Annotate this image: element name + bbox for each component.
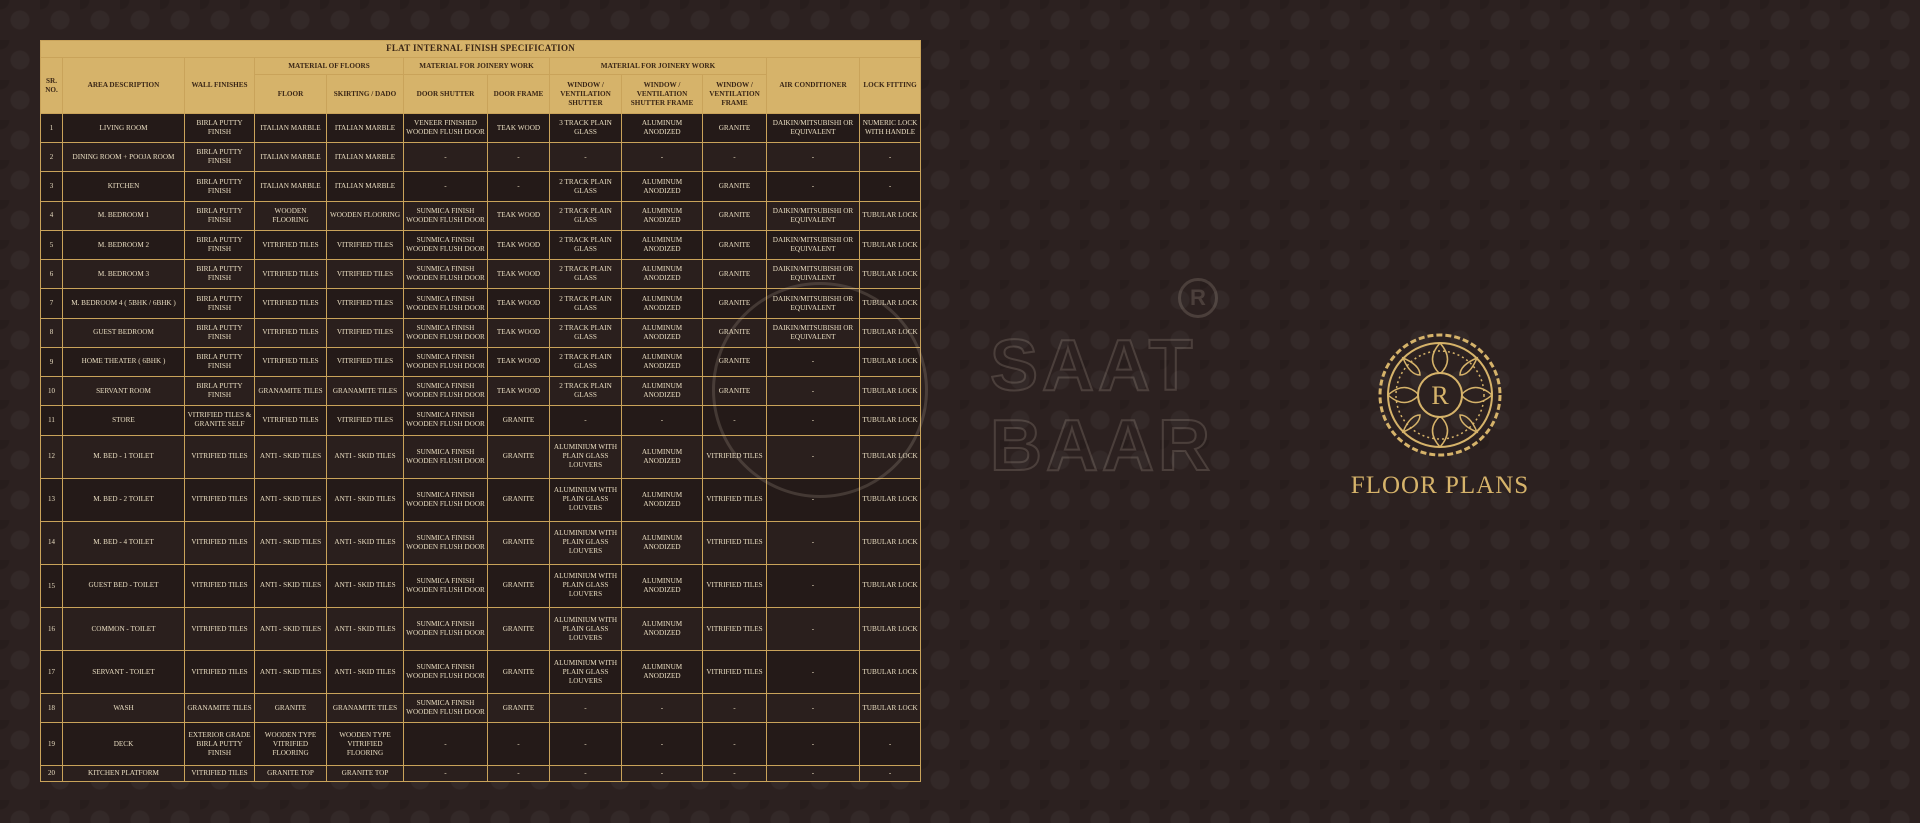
cell-window-shutter: 3 TRACK PLAIN GLASS bbox=[550, 114, 622, 143]
cell-door-shutter: SUNMICA FINISH WOODEN FLUSH DOOR bbox=[404, 521, 488, 564]
table-body bbox=[41, 114, 921, 782]
cell-skirting-dado: VITRIFIED TILES bbox=[327, 289, 404, 318]
cell-lock-fitting: TUBULAR LOCK bbox=[860, 694, 921, 723]
cell-window-shutter: ALUMINIUM WITH PLAIN GLASS LOUVERS bbox=[550, 651, 622, 694]
cell-wall-finish: BIRLA PUTTY FINISH bbox=[185, 377, 255, 406]
cell-floor: ANTI - SKID TILES bbox=[255, 478, 327, 521]
cell-sr-no: 3 bbox=[41, 172, 63, 201]
cell-door-shutter: SUNMICA FINISH WOODEN FLUSH DOOR bbox=[404, 377, 488, 406]
cell-window-frame: GRANITE bbox=[703, 289, 767, 318]
cell-floor: GRANITE TOP bbox=[255, 766, 327, 782]
table-row bbox=[41, 347, 921, 376]
cell-window-shutter-frame: ALUMINUM ANODIZED bbox=[622, 230, 703, 259]
cell-floor: GRANAMITE TILES bbox=[255, 377, 327, 406]
cell-window-frame: GRANITE bbox=[703, 230, 767, 259]
cell-air-conditioner: DAIKIN/MITSUBISHI OR EQUIVALENT bbox=[767, 289, 860, 318]
header-air-conditioner: AIR CONDITIONER bbox=[767, 58, 860, 114]
cell-wall-finish: BIRLA PUTTY FINISH bbox=[185, 347, 255, 376]
cell-air-conditioner: DAIKIN/MITSUBISHI OR EQUIVALENT bbox=[767, 260, 860, 289]
cell-door-frame: GRANITE bbox=[488, 478, 550, 521]
cell-floor: GRANITE bbox=[255, 694, 327, 723]
cell-sr-no: 6 bbox=[41, 260, 63, 289]
cell-lock-fitting: TUBULAR LOCK bbox=[860, 289, 921, 318]
cell-window-frame: VITRIFIED TILES bbox=[703, 521, 767, 564]
cell-door-frame: TEAK WOOD bbox=[488, 201, 550, 230]
cell-window-shutter-frame: ALUMINUM ANODIZED bbox=[622, 260, 703, 289]
watermark-text-line-1: SAAT bbox=[990, 326, 1197, 406]
cell-area-description: M. BED - 2 TOILET bbox=[63, 478, 185, 521]
cell-floor: WOODEN TYPE VITRIFIED FLOORING bbox=[255, 723, 327, 766]
cell-door-frame: TEAK WOOD bbox=[488, 347, 550, 376]
cell-window-shutter-frame: ALUMINUM ANODIZED bbox=[622, 521, 703, 564]
cell-wall-finish: BIRLA PUTTY FINISH bbox=[185, 318, 255, 347]
header-floor: FLOOR bbox=[255, 75, 327, 114]
cell-door-frame: - bbox=[488, 723, 550, 766]
cell-air-conditioner: - bbox=[767, 143, 860, 172]
cell-window-shutter-frame: ALUMINUM ANODIZED bbox=[622, 607, 703, 650]
registered-mark-icon: R bbox=[1178, 278, 1218, 318]
cell-skirting-dado: ITALIAN MARBLE bbox=[327, 172, 404, 201]
cell-window-shutter-frame: - bbox=[622, 143, 703, 172]
cell-lock-fitting: TUBULAR LOCK bbox=[860, 478, 921, 521]
cell-sr-no: 7 bbox=[41, 289, 63, 318]
cell-sr-no: 9 bbox=[41, 347, 63, 376]
cell-lock-fitting: NUMERIC LOCK WITH HANDLE bbox=[860, 114, 921, 143]
cell-sr-no: 17 bbox=[41, 651, 63, 694]
cell-air-conditioner: - bbox=[767, 406, 860, 435]
cell-door-shutter: SUNMICA FINISH WOODEN FLUSH DOOR bbox=[404, 201, 488, 230]
cell-window-shutter: 2 TRACK PLAIN GLASS bbox=[550, 172, 622, 201]
cell-window-frame: VITRIFIED TILES bbox=[703, 607, 767, 650]
cell-skirting-dado: ITALIAN MARBLE bbox=[327, 114, 404, 143]
cell-window-shutter-frame: ALUMINUM ANODIZED bbox=[622, 651, 703, 694]
cell-area-description: LIVING ROOM bbox=[63, 114, 185, 143]
cell-window-frame: - bbox=[703, 143, 767, 172]
cell-door-shutter: - bbox=[404, 723, 488, 766]
cell-floor: ANTI - SKID TILES bbox=[255, 435, 327, 478]
cell-window-frame: - bbox=[703, 766, 767, 782]
cell-area-description: SERVANT - TOILET bbox=[63, 651, 185, 694]
cell-window-shutter: 2 TRACK PLAIN GLASS bbox=[550, 201, 622, 230]
cell-skirting-dado: ANTI - SKID TILES bbox=[327, 521, 404, 564]
cell-wall-finish: VITRIFIED TILES bbox=[185, 651, 255, 694]
cell-area-description: M. BED - 1 TOILET bbox=[63, 435, 185, 478]
cell-area-description: COMMON - TOILET bbox=[63, 607, 185, 650]
cell-window-frame: VITRIFIED TILES bbox=[703, 435, 767, 478]
cell-skirting-dado: ANTI - SKID TILES bbox=[327, 564, 404, 607]
cell-wall-finish: BIRLA PUTTY FINISH bbox=[185, 230, 255, 259]
header-sr-no: SR. NO. bbox=[41, 58, 63, 114]
header-door-frame: DOOR FRAME bbox=[488, 75, 550, 114]
cell-window-frame: GRANITE bbox=[703, 114, 767, 143]
cell-air-conditioner: DAIKIN/MITSUBISHI OR EQUIVALENT bbox=[767, 230, 860, 259]
cell-window-frame: VITRIFIED TILES bbox=[703, 564, 767, 607]
cell-lock-fitting: - bbox=[860, 172, 921, 201]
cell-air-conditioner: - bbox=[767, 694, 860, 723]
cell-lock-fitting: TUBULAR LOCK bbox=[860, 651, 921, 694]
cell-door-shutter: SUNMICA FINISH WOODEN FLUSH DOOR bbox=[404, 564, 488, 607]
header-joinery-work-doors: MATERIAL FOR JOINERY WORK bbox=[404, 58, 550, 75]
cell-window-shutter: 2 TRACK PLAIN GLASS bbox=[550, 230, 622, 259]
cell-door-frame: GRANITE bbox=[488, 435, 550, 478]
cell-area-description: GUEST BED - TOILET bbox=[63, 564, 185, 607]
cell-window-shutter-frame: ALUMINUM ANODIZED bbox=[622, 478, 703, 521]
table-row bbox=[41, 478, 921, 521]
cell-window-shutter-frame: ALUMINUM ANODIZED bbox=[622, 377, 703, 406]
header-joinery-work-windows: MATERIAL FOR JOINERY WORK bbox=[550, 58, 767, 75]
header-skirting-dado: SKIRTING / DADO bbox=[327, 75, 404, 114]
cell-skirting-dado: ANTI - SKID TILES bbox=[327, 607, 404, 650]
cell-window-shutter: 2 TRACK PLAIN GLASS bbox=[550, 260, 622, 289]
table-row bbox=[41, 564, 921, 607]
cell-door-frame: - bbox=[488, 172, 550, 201]
cell-lock-fitting: TUBULAR LOCK bbox=[860, 607, 921, 650]
cell-floor: ITALIAN MARBLE bbox=[255, 143, 327, 172]
cell-sr-no: 4 bbox=[41, 201, 63, 230]
cell-door-shutter: - bbox=[404, 172, 488, 201]
header-window-frame: WINDOW / VENTILATION FRAME bbox=[703, 75, 767, 114]
cell-sr-no: 16 bbox=[41, 607, 63, 650]
cell-air-conditioner: - bbox=[767, 478, 860, 521]
header-window-shutter-frame: WINDOW / VENTILATION SHUTTER FRAME bbox=[622, 75, 703, 114]
cell-window-shutter-frame: ALUMINUM ANODIZED bbox=[622, 201, 703, 230]
cell-window-frame: - bbox=[703, 723, 767, 766]
cell-area-description: M. BEDROOM 4 ( 5BHK / 6BHK ) bbox=[63, 289, 185, 318]
cell-skirting-dado: VITRIFIED TILES bbox=[327, 406, 404, 435]
cell-skirting-dado: GRANITE TOP bbox=[327, 766, 404, 782]
cell-window-frame: VITRIFIED TILES bbox=[703, 651, 767, 694]
brand-logo-block bbox=[1330, 330, 1550, 500]
cell-door-frame: TEAK WOOD bbox=[488, 260, 550, 289]
cell-wall-finish: VITRIFIED TILES bbox=[185, 521, 255, 564]
cell-floor: ANTI - SKID TILES bbox=[255, 521, 327, 564]
cell-air-conditioner: - bbox=[767, 521, 860, 564]
cell-skirting-dado: ANTI - SKID TILES bbox=[327, 651, 404, 694]
cell-sr-no: 2 bbox=[41, 143, 63, 172]
cell-door-shutter: VENEER FINISHED WOODEN FLUSH DOOR bbox=[404, 114, 488, 143]
cell-skirting-dado: WOODEN FLOORING bbox=[327, 201, 404, 230]
cell-air-conditioner: - bbox=[767, 347, 860, 376]
table-row bbox=[41, 406, 921, 435]
cell-wall-finish: VITRIFIED TILES bbox=[185, 564, 255, 607]
cell-floor: VITRIFIED TILES bbox=[255, 260, 327, 289]
cell-door-frame: TEAK WOOD bbox=[488, 377, 550, 406]
cell-window-frame: GRANITE bbox=[703, 318, 767, 347]
cell-door-frame: GRANITE bbox=[488, 406, 550, 435]
cell-window-shutter: ALUMINIUM WITH PLAIN GLASS LOUVERS bbox=[550, 564, 622, 607]
cell-sr-no: 19 bbox=[41, 723, 63, 766]
cell-skirting-dado: ANTI - SKID TILES bbox=[327, 478, 404, 521]
cell-sr-no: 20 bbox=[41, 766, 63, 782]
cell-door-frame: GRANITE bbox=[488, 521, 550, 564]
cell-wall-finish: BIRLA PUTTY FINISH bbox=[185, 201, 255, 230]
table-row bbox=[41, 521, 921, 564]
cell-skirting-dado: VITRIFIED TILES bbox=[327, 260, 404, 289]
cell-door-shutter: - bbox=[404, 766, 488, 782]
cell-sr-no: 14 bbox=[41, 521, 63, 564]
cell-skirting-dado: VITRIFIED TILES bbox=[327, 318, 404, 347]
cell-lock-fitting: TUBULAR LOCK bbox=[860, 406, 921, 435]
cell-area-description: GUEST BEDROOM bbox=[63, 318, 185, 347]
cell-wall-finish: VITRIFIED TILES bbox=[185, 766, 255, 782]
cell-door-shutter: SUNMICA FINISH WOODEN FLUSH DOOR bbox=[404, 318, 488, 347]
cell-skirting-dado: ITALIAN MARBLE bbox=[327, 143, 404, 172]
table-row bbox=[41, 651, 921, 694]
cell-sr-no: 15 bbox=[41, 564, 63, 607]
cell-window-shutter: ALUMINIUM WITH PLAIN GLASS LOUVERS bbox=[550, 478, 622, 521]
cell-lock-fitting: TUBULAR LOCK bbox=[860, 230, 921, 259]
cell-window-frame: GRANITE bbox=[703, 172, 767, 201]
cell-area-description: M. BEDROOM 2 bbox=[63, 230, 185, 259]
table-row bbox=[41, 435, 921, 478]
logo-monogram: R bbox=[1431, 381, 1449, 410]
cell-door-frame: TEAK WOOD bbox=[488, 289, 550, 318]
cell-window-frame: - bbox=[703, 406, 767, 435]
ornamental-r-emblem-icon bbox=[1375, 330, 1505, 460]
cell-air-conditioner: - bbox=[767, 172, 860, 201]
table-row bbox=[41, 114, 921, 143]
cell-window-shutter: 2 TRACK PLAIN GLASS bbox=[550, 289, 622, 318]
cell-sr-no: 8 bbox=[41, 318, 63, 347]
cell-wall-finish: BIRLA PUTTY FINISH bbox=[185, 172, 255, 201]
cell-sr-no: 13 bbox=[41, 478, 63, 521]
cell-window-shutter-frame: - bbox=[622, 694, 703, 723]
cell-wall-finish: VITRIFIED TILES bbox=[185, 607, 255, 650]
cell-lock-fitting: TUBULAR LOCK bbox=[860, 435, 921, 478]
cell-window-shutter-frame: ALUMINUM ANODIZED bbox=[622, 289, 703, 318]
cell-lock-fitting: - bbox=[860, 766, 921, 782]
table-title: FLAT INTERNAL FINISH SPECIFICATION bbox=[41, 41, 921, 58]
table-row bbox=[41, 230, 921, 259]
cell-lock-fitting: TUBULAR LOCK bbox=[860, 377, 921, 406]
cell-window-shutter: - bbox=[550, 723, 622, 766]
cell-skirting-dado: ANTI - SKID TILES bbox=[327, 435, 404, 478]
cell-air-conditioner: - bbox=[767, 766, 860, 782]
cell-door-frame: GRANITE bbox=[488, 564, 550, 607]
cell-door-frame: TEAK WOOD bbox=[488, 318, 550, 347]
cell-wall-finish: EXTERIOR GRADE BIRLA PUTTY FINISH bbox=[185, 723, 255, 766]
cell-window-shutter: ALUMINIUM WITH PLAIN GLASS LOUVERS bbox=[550, 435, 622, 478]
cell-area-description: M. BEDROOM 3 bbox=[63, 260, 185, 289]
cell-skirting-dado: GRANAMITE TILES bbox=[327, 377, 404, 406]
header-lock-fitting: LOCK FITTING bbox=[860, 58, 921, 114]
header-area-description: AREA DESCRIPTION bbox=[63, 58, 185, 114]
cell-door-shutter: SUNMICA FINISH WOODEN FLUSH DOOR bbox=[404, 289, 488, 318]
cell-window-shutter-frame: ALUMINUM ANODIZED bbox=[622, 172, 703, 201]
cell-sr-no: 1 bbox=[41, 114, 63, 143]
floor-plans-title: FLOOR PLANS bbox=[1350, 472, 1530, 499]
finish-specification-table-container bbox=[40, 40, 920, 782]
cell-window-shutter-frame: ALUMINUM ANODIZED bbox=[622, 435, 703, 478]
cell-sr-no: 11 bbox=[41, 406, 63, 435]
table-row bbox=[41, 260, 921, 289]
cell-wall-finish: BIRLA PUTTY FINISH bbox=[185, 289, 255, 318]
table-row bbox=[41, 201, 921, 230]
cell-wall-finish: BIRLA PUTTY FINISH bbox=[185, 114, 255, 143]
cell-window-shutter: ALUMINIUM WITH PLAIN GLASS LOUVERS bbox=[550, 607, 622, 650]
cell-wall-finish: BIRLA PUTTY FINISH bbox=[185, 143, 255, 172]
cell-lock-fitting: TUBULAR LOCK bbox=[860, 564, 921, 607]
cell-window-shutter: - bbox=[550, 694, 622, 723]
table-row bbox=[41, 172, 921, 201]
cell-area-description: STORE bbox=[63, 406, 185, 435]
cell-window-frame: VITRIFIED TILES bbox=[703, 478, 767, 521]
header-material-of-floors: MATERIAL OF FLOORS bbox=[255, 58, 404, 75]
cell-air-conditioner: DAIKIN/MITSUBISHI OR EQUIVALENT bbox=[767, 201, 860, 230]
cell-window-shutter: - bbox=[550, 406, 622, 435]
cell-window-shutter-frame: ALUMINUM ANODIZED bbox=[622, 318, 703, 347]
cell-window-shutter-frame: - bbox=[622, 723, 703, 766]
cell-lock-fitting: TUBULAR LOCK bbox=[860, 201, 921, 230]
cell-window-shutter: - bbox=[550, 766, 622, 782]
cell-sr-no: 10 bbox=[41, 377, 63, 406]
cell-sr-no: 5 bbox=[41, 230, 63, 259]
cell-wall-finish: VITRIFIED TILES bbox=[185, 478, 255, 521]
table-row bbox=[41, 723, 921, 766]
cell-floor: WOODEN FLOORING bbox=[255, 201, 327, 230]
table-row bbox=[41, 607, 921, 650]
cell-air-conditioner: DAIKIN/MITSUBISHI OR EQUIVALENT bbox=[767, 318, 860, 347]
header-window-shutter: WINDOW / VENTILATION SHUTTER bbox=[550, 75, 622, 114]
cell-door-frame: TEAK WOOD bbox=[488, 230, 550, 259]
cell-door-shutter: SUNMICA FINISH WOODEN FLUSH DOOR bbox=[404, 230, 488, 259]
cell-air-conditioner: - bbox=[767, 564, 860, 607]
cell-window-frame: GRANITE bbox=[703, 201, 767, 230]
cell-skirting-dado: GRANAMITE TILES bbox=[327, 694, 404, 723]
table-row bbox=[41, 289, 921, 318]
cell-skirting-dado: WOODEN TYPE VITRIFIED FLOORING bbox=[327, 723, 404, 766]
cell-window-shutter-frame: ALUMINUM ANODIZED bbox=[622, 114, 703, 143]
cell-window-shutter-frame: - bbox=[622, 766, 703, 782]
cell-door-shutter: SUNMICA FINISH WOODEN FLUSH DOOR bbox=[404, 435, 488, 478]
cell-floor: ITALIAN MARBLE bbox=[255, 114, 327, 143]
cell-sr-no: 18 bbox=[41, 694, 63, 723]
cell-area-description: HOME THEATER ( 6BHK ) bbox=[63, 347, 185, 376]
table-row bbox=[41, 318, 921, 347]
cell-door-frame: GRANITE bbox=[488, 607, 550, 650]
cell-floor: VITRIFIED TILES bbox=[255, 289, 327, 318]
cell-window-shutter-frame: ALUMINUM ANODIZED bbox=[622, 564, 703, 607]
table-row bbox=[41, 377, 921, 406]
cell-area-description: M. BED - 4 TOILET bbox=[63, 521, 185, 564]
cell-window-shutter-frame: ALUMINUM ANODIZED bbox=[622, 347, 703, 376]
cell-air-conditioner: - bbox=[767, 723, 860, 766]
cell-skirting-dado: VITRIFIED TILES bbox=[327, 347, 404, 376]
cell-door-frame: GRANITE bbox=[488, 651, 550, 694]
cell-lock-fitting: TUBULAR LOCK bbox=[860, 521, 921, 564]
cell-floor: ANTI - SKID TILES bbox=[255, 607, 327, 650]
cell-skirting-dado: VITRIFIED TILES bbox=[327, 230, 404, 259]
cell-window-frame: GRANITE bbox=[703, 377, 767, 406]
cell-window-frame: GRANITE bbox=[703, 260, 767, 289]
cell-door-frame: - bbox=[488, 143, 550, 172]
cell-wall-finish: VITRIFIED TILES & GRANITE SELF bbox=[185, 406, 255, 435]
cell-area-description: SERVANT ROOM bbox=[63, 377, 185, 406]
cell-air-conditioner: - bbox=[767, 377, 860, 406]
cell-door-shutter: SUNMICA FINISH WOODEN FLUSH DOOR bbox=[404, 406, 488, 435]
cell-wall-finish: BIRLA PUTTY FINISH bbox=[185, 260, 255, 289]
cell-window-shutter: 2 TRACK PLAIN GLASS bbox=[550, 318, 622, 347]
cell-window-shutter: - bbox=[550, 143, 622, 172]
cell-door-shutter: SUNMICA FINISH WOODEN FLUSH DOOR bbox=[404, 260, 488, 289]
cell-air-conditioner: - bbox=[767, 651, 860, 694]
cell-area-description: KITCHEN bbox=[63, 172, 185, 201]
cell-area-description: DECK bbox=[63, 723, 185, 766]
cell-floor: ANTI - SKID TILES bbox=[255, 651, 327, 694]
cell-door-frame: - bbox=[488, 766, 550, 782]
header-wall-finishes: WALL FINISHES bbox=[185, 58, 255, 114]
cell-window-shutter: 2 TRACK PLAIN GLASS bbox=[550, 347, 622, 376]
cell-floor: VITRIFIED TILES bbox=[255, 406, 327, 435]
cell-sr-no: 12 bbox=[41, 435, 63, 478]
cell-door-shutter: - bbox=[404, 143, 488, 172]
cell-lock-fitting: - bbox=[860, 723, 921, 766]
cell-air-conditioner: DAIKIN/MITSUBISHI OR EQUIVALENT bbox=[767, 114, 860, 143]
cell-door-shutter: SUNMICA FINISH WOODEN FLUSH DOOR bbox=[404, 651, 488, 694]
cell-area-description: DINING ROOM + POOJA ROOM bbox=[63, 143, 185, 172]
cell-lock-fitting: - bbox=[860, 143, 921, 172]
cell-door-frame: GRANITE bbox=[488, 694, 550, 723]
cell-window-shutter: ALUMINIUM WITH PLAIN GLASS LOUVERS bbox=[550, 521, 622, 564]
cell-door-shutter: SUNMICA FINISH WOODEN FLUSH DOOR bbox=[404, 347, 488, 376]
cell-air-conditioner: - bbox=[767, 607, 860, 650]
cell-floor: VITRIFIED TILES bbox=[255, 347, 327, 376]
cell-area-description: M. BEDROOM 1 bbox=[63, 201, 185, 230]
table-row bbox=[41, 766, 921, 782]
cell-window-shutter-frame: - bbox=[622, 406, 703, 435]
cell-door-frame: TEAK WOOD bbox=[488, 114, 550, 143]
finish-specification-table bbox=[40, 40, 921, 782]
cell-area-description: KITCHEN PLATFORM bbox=[63, 766, 185, 782]
cell-door-shutter: SUNMICA FINISH WOODEN FLUSH DOOR bbox=[404, 607, 488, 650]
cell-lock-fitting: TUBULAR LOCK bbox=[860, 260, 921, 289]
table-row bbox=[41, 143, 921, 172]
header-door-shutter: DOOR SHUTTER bbox=[404, 75, 488, 114]
cell-floor: ITALIAN MARBLE bbox=[255, 172, 327, 201]
cell-lock-fitting: TUBULAR LOCK bbox=[860, 347, 921, 376]
cell-window-frame: - bbox=[703, 694, 767, 723]
cell-floor: VITRIFIED TILES bbox=[255, 318, 327, 347]
cell-air-conditioner: - bbox=[767, 435, 860, 478]
cell-floor: VITRIFIED TILES bbox=[255, 230, 327, 259]
watermark-text-line-2: BAAR bbox=[990, 406, 1214, 486]
table-row bbox=[41, 694, 921, 723]
cell-window-frame: GRANITE bbox=[703, 347, 767, 376]
cell-door-shutter: SUNMICA FINISH WOODEN FLUSH DOOR bbox=[404, 694, 488, 723]
cell-area-description: WASH bbox=[63, 694, 185, 723]
cell-wall-finish: VITRIFIED TILES bbox=[185, 435, 255, 478]
cell-floor: ANTI - SKID TILES bbox=[255, 564, 327, 607]
cell-door-shutter: SUNMICA FINISH WOODEN FLUSH DOOR bbox=[404, 478, 488, 521]
cell-lock-fitting: TUBULAR LOCK bbox=[860, 318, 921, 347]
cell-window-shutter: 2 TRACK PLAIN GLASS bbox=[550, 377, 622, 406]
cell-wall-finish: GRANAMITE TILES bbox=[185, 694, 255, 723]
